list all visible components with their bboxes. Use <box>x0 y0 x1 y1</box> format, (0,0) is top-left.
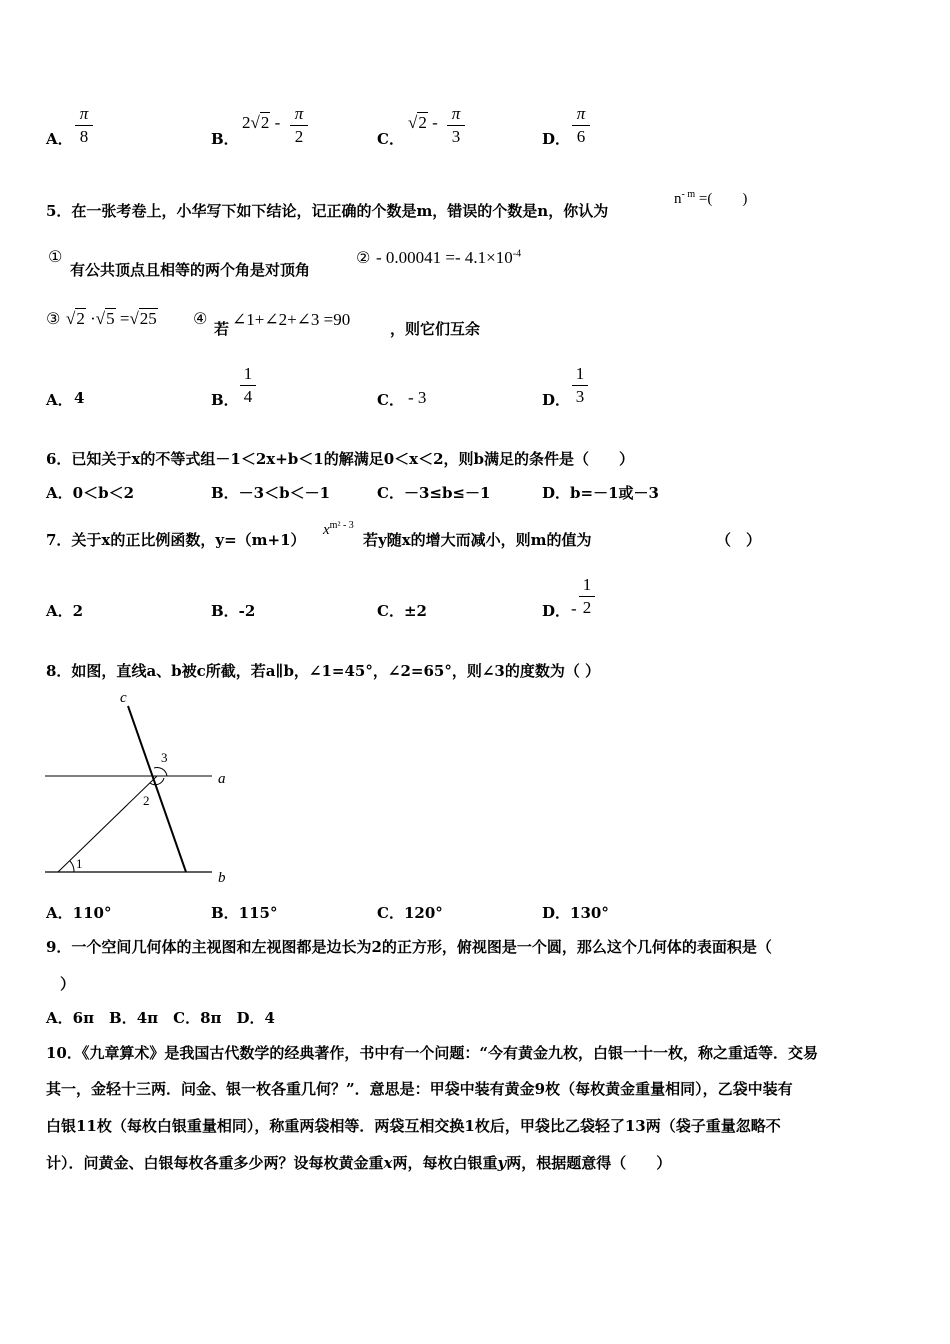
q4-option-a-label: A． <box>46 130 73 148</box>
q9-options: A．6π B．4π C．8π D．4 <box>46 1009 275 1027</box>
label-a: a <box>218 771 226 787</box>
label-b: b <box>218 870 226 886</box>
q6-option-a: A．0＜b＜2 <box>46 484 135 502</box>
q8-option-b: B．115° <box>211 904 278 922</box>
q8-stem: 8．如图，直线a、b被c所截，若a∥b，∠1=45°，∠2=65°，则∠3的度数为（ ） <box>46 662 601 680</box>
q7-stem-suffix: 若y随x的增大而减小，则m的值为 <box>363 531 592 549</box>
q4-option-c-label: C． <box>377 130 404 148</box>
q4-option-b-expr: 2√2 - <box>242 113 281 132</box>
q7-option-a: A．2 <box>46 602 84 620</box>
q7-option-d-fraction: 1 2 <box>579 575 595 618</box>
q5-option-d-fraction: 1 3 <box>572 364 588 407</box>
q4-option-d-label: D． <box>542 130 571 148</box>
q5-option-c-value: - 3 <box>408 388 427 407</box>
q5-statement-4-mark: ④ <box>193 309 208 328</box>
q6-option-b: B．－3＜b＜－1 <box>211 484 331 502</box>
q8-option-c: C．120° <box>377 904 443 922</box>
label-c: c <box>120 690 127 706</box>
label-angle-2: 2 <box>143 793 150 808</box>
q4-option-b-label: B． <box>211 130 239 148</box>
line-c <box>128 706 186 872</box>
q4-option-c-expr: √2 - <box>408 113 438 132</box>
q5-option-a-value: 4 <box>74 389 85 407</box>
q8-option-a: A．110° <box>46 904 112 922</box>
numerator: π <box>79 104 89 123</box>
q5-option-d-label: D． <box>542 391 571 409</box>
q4-option-d-fraction: π 6 <box>572 104 590 147</box>
q10-line-2: 其一，金轻十三两．问金、银一枚各重几何？”．意思是：甲袋中装有黄金9枚（每枚黄金重量相同），乙袋中装有 <box>46 1080 793 1098</box>
q5-option-a-label: A． <box>46 391 73 409</box>
q7-option-d-sign: - <box>571 599 577 618</box>
q10-line-1: 10．《九章算术》是我国古代数学的经典著作，书中有一个问题：“今有黄金九枚，白银一十一枚，称之重适等．交易 <box>46 1044 819 1062</box>
q5-option-b-fraction: 1 4 <box>240 364 256 407</box>
q4-option-b-fraction: π 2 <box>290 104 308 147</box>
q10-line-4: 计）．问黄金、白银每枚各重多少两？设每枚黄金重x两，每枚白银重y两，根据题意得（ ） <box>46 1154 672 1172</box>
q5-statement-3-mark: ③ <box>46 309 61 328</box>
q5-option-c-label: C． <box>377 391 404 409</box>
q10-line-3: 白银11枚（每枚白银重量相同），称重两袋相等．两袋互相交换1枚后，甲袋比乙袋轻了13两（袋子重量忽略不 <box>46 1117 781 1135</box>
q5-statement-1-text: 有公共顶点且相等的两个角是对顶角 <box>70 261 311 279</box>
denominator: 8 <box>79 127 89 146</box>
q7-exponent-expr: $x^{m^2 - 3}$ <box>323 520 354 538</box>
label-angle-3: 3 <box>161 750 168 765</box>
q5-statement-1-mark: ① <box>48 247 63 266</box>
q5-statement-2-expr: - $0.00041 =- 4.1\times 10^{-4}$ <box>376 248 522 267</box>
q7-stem-prefix: 7．关于x的正比例函数，y=（m+1） <box>46 531 306 549</box>
angle-1-arc <box>70 861 74 872</box>
q8-option-d: D．130° <box>542 904 609 922</box>
q5-option-b-label: B． <box>211 391 239 409</box>
q7-answer-paren: （ ） <box>716 531 762 549</box>
q6-option-c: C．－3≤b≤－1 <box>377 484 491 502</box>
q6-option-d: D．b=－1或－3 <box>542 484 659 502</box>
q7-option-c: C．±2 <box>377 602 427 620</box>
q4-option-c-fraction: π 3 <box>447 104 465 147</box>
q5-stem: 5．在一张考卷上，小华写下如下结论，记正确的个数是m，错误的个数是n，你认为 <box>46 202 609 220</box>
q7-option-d-label: D． <box>542 602 571 620</box>
q5-statement-2-mark: ② <box>356 248 371 267</box>
q5-expression: $n^{- m}$ =( ) <box>674 189 748 207</box>
label-angle-1: 1 <box>76 856 83 871</box>
q5-statement-4-suffix: ，则它们互余 <box>390 320 481 338</box>
q5-statement-4-prefix: 若 <box>214 320 230 338</box>
transversal-line <box>58 776 157 872</box>
q5-statement-3-expr: √2 ·√5 =√25 <box>66 309 157 328</box>
q8-figure <box>40 688 250 888</box>
q4-option-a-fraction <box>75 104 93 147</box>
q7-option-b: B．-2 <box>211 602 256 620</box>
angle-3-arc <box>154 768 167 776</box>
q5-statement-4-expr: ∠1+∠2+∠3 =90 <box>232 310 351 329</box>
q6-stem: 6．已知关于x的不等式组－1＜2x+b＜1的解满足0＜x＜2，则b满足的条件是（ ） <box>46 450 634 468</box>
q9-stem-line-2: ） <box>60 975 76 993</box>
q9-stem-line-1: 9．一个空间几何体的主视图和左视图都是边长为2的正方形，俯视图是一个圆，那么这个几何体的表面积是（ <box>46 938 772 956</box>
